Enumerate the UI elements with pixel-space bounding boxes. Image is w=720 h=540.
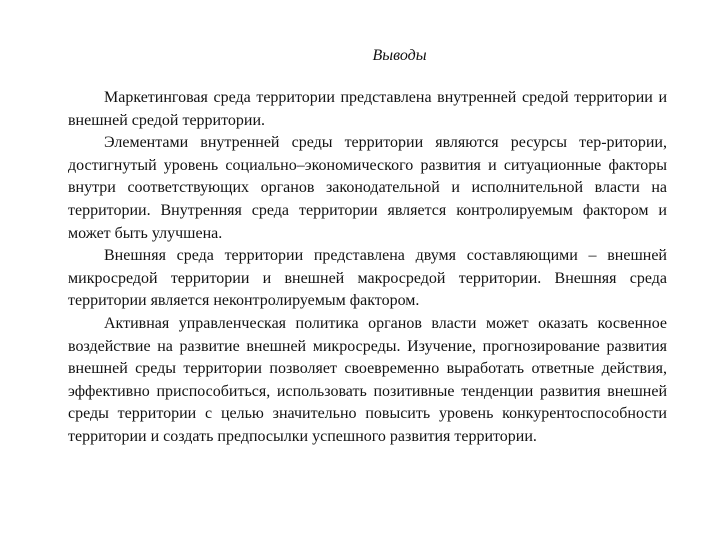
document-page [68,44,667,449]
paragraph-1: Маркетинговая среда территории представлена внутренней средой территории и внешней средой территории. [68,89,667,129]
paragraph-4: Активная управленческая политика органов власти может оказать косвенное воздействие на развитие внешней микросреды. Изучение, прогнозирование развития внешней среды территории позволяет своевременно выработать ответные действия, эффективно приспособиться, использовать позитивные тенденции развития внешней среды территории с целью значительно повысить уровень конкурентоспособности территории и создать предпосылки успешного развития территории. [68,314,667,445]
paragraph-3: Внешняя среда территории представлена двумя составляющими – внешней микросредой территории и внешней макросредой территории. Внешняя среда территории является неконтролируемым фактором. [68,247,667,310]
paragraph-2: Элементами внутренней среды территории являются ресурсы тер-ритории, достигнутый уровень социально–экономического развития и ситуационные факторы внутри соответствующих органов законодательной и исполнительной власти на территории. Внутренняя среда территории является контролируемым фактором и может быть улучшена. [68,134,667,242]
document-title: Выводы [372,47,427,64]
